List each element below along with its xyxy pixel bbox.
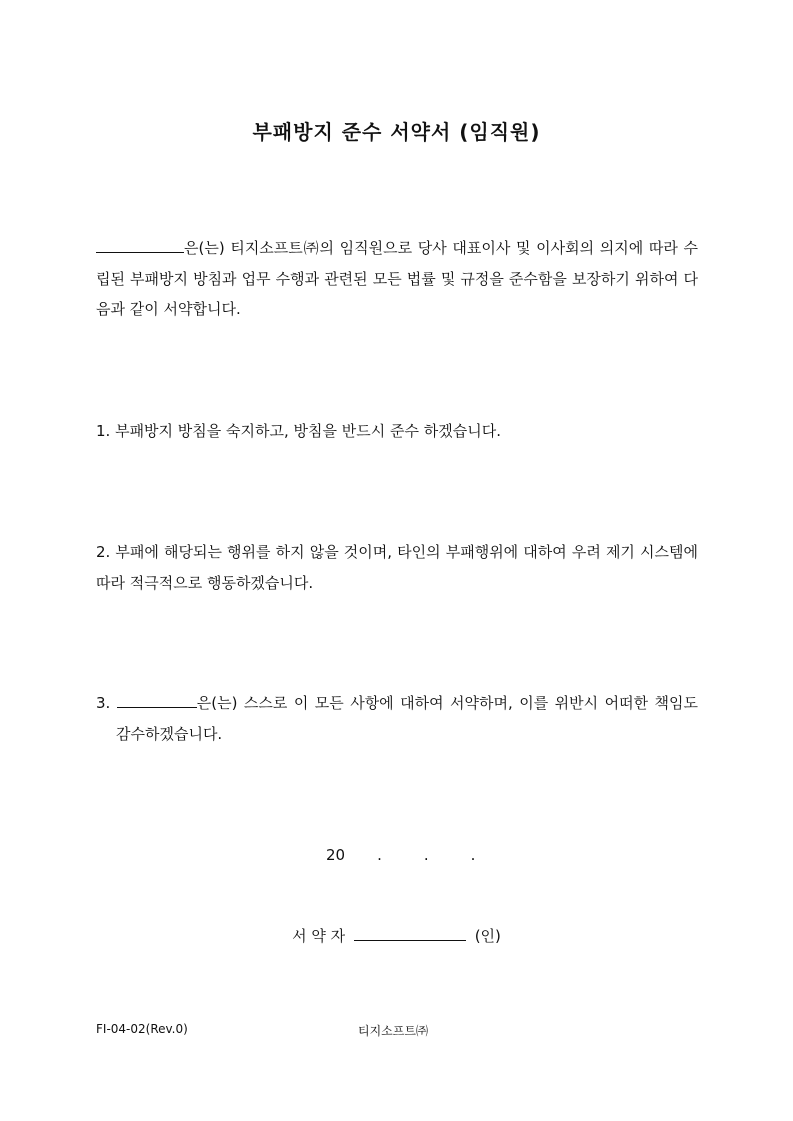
signature-blank-line[interactable] [354,939,466,941]
pledge-item-2: 2. 부패에 해당되는 행위를 하지 않을 것이며, 타인의 부패행위에 대하여 우려 제기 시스템에 따라 적극적으로 행동하겠습니다. [96,543,698,592]
document-title: 부패방지 준수 서약서 (임직원) [252,120,541,144]
pledge-item-1: 1. 부패방지 방침을 숙지하고, 방침을 반드시 준수 하겠습니다. [96,422,501,440]
footer-company: 티지소프트㈜ [358,1024,428,1038]
pledge-item-3 [96,688,698,749]
intro-text: 은(는) 티지소프트㈜의 임직원으로 당사 대표이사 및 이사회의 의지에 따라 수립된 부패방지 방침과 업무 수행과 관련된 모든 법률 및 규정을 준수함을 보장하기 위하여 다음과 같이 서약합니다. [96,239,698,318]
date-dot-1: . [377,846,382,864]
pledge-item-3-text: 은(는) 스스로 이 모든 사항에 대하여 서약하며, 이를 위반시 어떠한 책임도 감수하겠습니다. [116,694,698,743]
intro-paragraph [96,233,698,325]
seal-mark: (인) [474,927,501,945]
name-blank-line[interactable] [96,251,184,253]
date-year-prefix: 20 [326,846,346,864]
name-blank-line-2[interactable] [117,706,197,708]
signature-label: 서 약 자 [292,927,346,945]
date-line [326,842,475,868]
pledge-item-3-number: 3. [96,694,111,712]
date-dot-3: . [470,846,476,864]
signature-line [0,923,793,949]
form-code: FI-04-02(Rev.0) [96,1022,188,1036]
date-dot-2: . [423,846,429,864]
